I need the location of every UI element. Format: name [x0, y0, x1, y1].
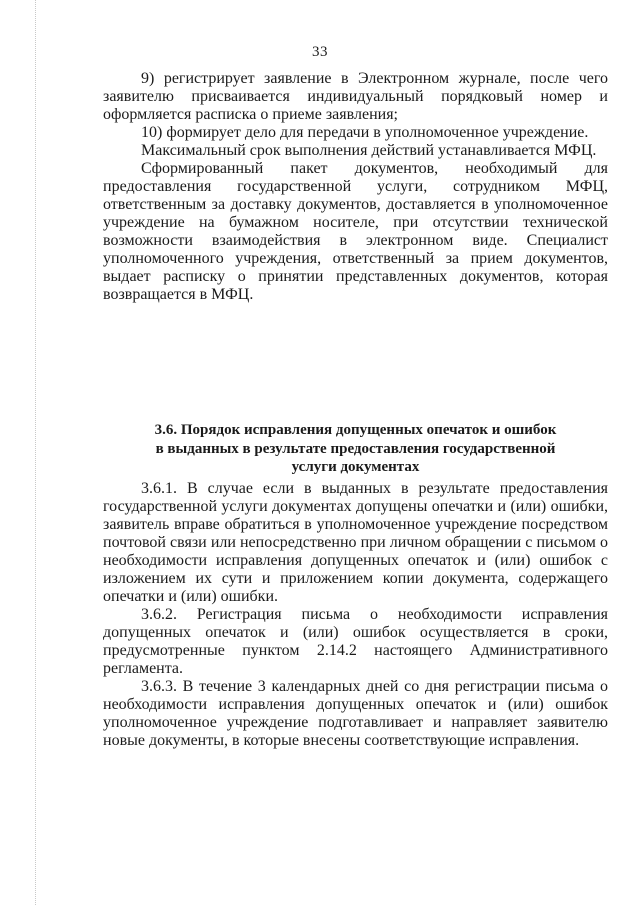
top-text-block [103, 70, 608, 304]
paragraph-3-6-1: 3.6.1. В случае если в выданных в результате предоставления государственной услуги документах допущены опечатки и (или) ошибки, заявитель вправе обратиться в уполномоченное учреждение посредством почтовой связи или непосредственно при личном обращении с письмом о необходимости исправления допущенных опечаток и (или) ошибок с изложением их сути и приложением копии документа, содержащего опечатки и (или) ошибки. [103, 480, 608, 605]
section-heading-line-1: 3.6. Порядок исправления допущенных опечаток и ошибок [154, 422, 557, 438]
section-text-block [103, 480, 608, 750]
paragraph-max-duration: Максимальный срок выполнения действий устанавливается МФЦ. [141, 142, 597, 159]
paragraph-item-9: 9) регистрирует заявление в Электронном журнале, после чего заявителю присваивается индивидуальный порядковый номер и оформляется расписка о приеме заявления; [103, 70, 608, 123]
section-heading [103, 421, 608, 477]
page-number: 33 [312, 44, 328, 60]
section-heading-line-2: в выданных в результате предоставления государственной [155, 440, 556, 457]
paragraph-document-package: Сформированный пакет документов, необходимый для предоставления государственной услуги, сотрудником МФЦ, ответственным за доставку документов, доставляется в уполномоченное учреждение на бумажном носителе, при отсутствии технической возможности взаимодействия в электронном виде. Специалист уполномоченного учреждения, ответственный за прием документов, выдает расписку о принятии представленных документов, которая возвращается в МФЦ. [103, 160, 608, 303]
section-heading-line-3: услуги документах [291, 459, 420, 475]
paragraph-3-6-2: 3.6.2. Регистрация письма о необходимости исправления допущенных опечаток и (или) ошибок осуществляется в сроки, предусмотренные пунктом 2.14.2 настоящего Административного регламента. [103, 606, 608, 677]
scan-margin-line [35, 0, 36, 905]
paragraph-item-10: 10) формирует дело для передачи в уполномоченное учреждение. [141, 124, 589, 141]
paragraph-3-6-3: 3.6.3. В течение 3 календарных дней со дня регистрации письма о необходимости исправления допущенных опечаток и (или) ошибок уполномоченное учреждение подготавливает и направляет заявителю новые документы, в которые внесены соответствующие исправления. [103, 678, 608, 749]
